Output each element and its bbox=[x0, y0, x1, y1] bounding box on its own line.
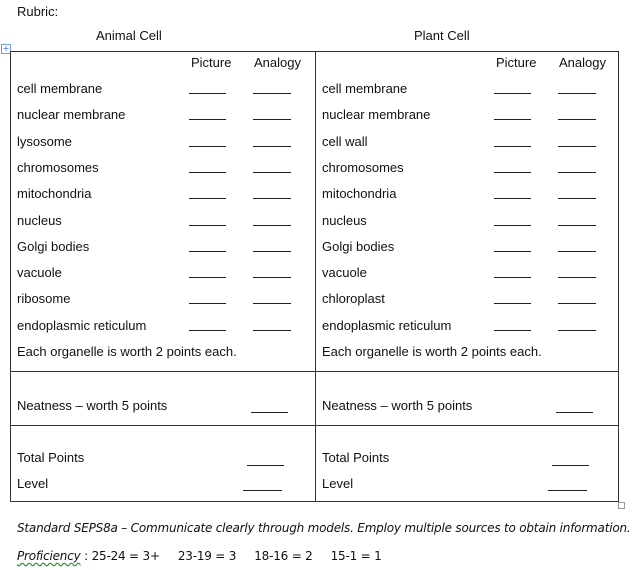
picture-blank[interactable] bbox=[494, 330, 531, 331]
picture-blank[interactable] bbox=[494, 225, 531, 226]
analogy-blank[interactable] bbox=[558, 119, 596, 120]
table-resize-handle-icon[interactable] bbox=[618, 502, 625, 509]
organelle-label: nucleus bbox=[17, 212, 62, 228]
plant-cell-panel bbox=[316, 52, 620, 501]
organelle-label: vacuole bbox=[17, 265, 62, 281]
proficiency-line bbox=[17, 549, 382, 563]
neatness-label: Neatness – worth 5 points bbox=[17, 398, 168, 413]
proficiency-level: 18-16 = 2 bbox=[254, 549, 313, 563]
proficiency-separator: : bbox=[80, 549, 92, 563]
picture-blank[interactable] bbox=[494, 172, 531, 173]
organelle-row bbox=[17, 107, 309, 127]
organelle-label: cell wall bbox=[322, 133, 368, 149]
rubric-heading: Rubric: bbox=[17, 4, 59, 19]
picture-blank[interactable] bbox=[494, 251, 531, 252]
proficiency-levels bbox=[92, 549, 382, 563]
organelle-row bbox=[322, 107, 614, 127]
organelle-row bbox=[322, 291, 614, 311]
organelle-row bbox=[322, 186, 614, 206]
organelle-row bbox=[322, 239, 614, 259]
analogy-blank[interactable] bbox=[558, 146, 596, 147]
level-blank[interactable] bbox=[243, 490, 282, 491]
organelle-row bbox=[322, 318, 614, 338]
picture-blank[interactable] bbox=[494, 119, 531, 120]
analogy-blank[interactable] bbox=[253, 277, 291, 278]
analogy-blank[interactable] bbox=[558, 172, 596, 173]
analogy-blank[interactable] bbox=[558, 225, 596, 226]
organelle-row bbox=[17, 81, 309, 101]
organelle-row bbox=[322, 160, 614, 180]
picture-blank[interactable] bbox=[189, 172, 226, 173]
picture-blank[interactable] bbox=[189, 330, 226, 331]
analogy-blank[interactable] bbox=[253, 225, 291, 226]
picture-blank[interactable] bbox=[494, 277, 531, 278]
total-points-label: Total Points bbox=[322, 450, 390, 465]
animal-cell-panel bbox=[11, 52, 315, 501]
table-move-handle-icon[interactable]: + bbox=[2, 44, 10, 53]
neatness-blank[interactable] bbox=[251, 412, 288, 413]
plant-cell-title: Plant Cell bbox=[414, 28, 470, 43]
analogy-blank[interactable] bbox=[253, 93, 291, 94]
organelle-label: cell membrane bbox=[322, 81, 408, 96]
proficiency-level: 25-24 = 3+ bbox=[91, 549, 160, 563]
level-blank[interactable] bbox=[548, 490, 587, 491]
analogy-column-header: Analogy bbox=[559, 55, 606, 70]
organelle-label: Golgi bodies bbox=[17, 238, 90, 254]
organelle-label: mitochondria bbox=[322, 186, 397, 202]
organelle-label: nucleus bbox=[322, 212, 367, 228]
animal-cell-title: Animal Cell bbox=[96, 28, 162, 43]
analogy-blank[interactable] bbox=[253, 251, 291, 252]
total-points-label: Total Points bbox=[17, 450, 85, 465]
total-points-blank[interactable] bbox=[247, 465, 284, 466]
analogy-blank[interactable] bbox=[558, 93, 596, 94]
organelle-row bbox=[17, 291, 309, 311]
organelle-label: chromosomes bbox=[322, 159, 404, 175]
points-note: Each organelle is worth 2 points each. bbox=[322, 344, 542, 359]
analogy-blank[interactable] bbox=[253, 330, 291, 331]
organelle-label: ribosome bbox=[17, 291, 71, 307]
analogy-blank[interactable] bbox=[558, 198, 596, 199]
total-points-blank[interactable] bbox=[552, 465, 589, 466]
proficiency-label: Proficiency bbox=[17, 549, 81, 563]
organelle-row bbox=[17, 239, 309, 259]
neatness-label: Neatness – worth 5 points bbox=[322, 398, 473, 413]
picture-blank[interactable] bbox=[494, 303, 531, 304]
analogy-blank[interactable] bbox=[253, 198, 291, 199]
organelle-label: Golgi bodies bbox=[322, 238, 395, 254]
neatness-blank[interactable] bbox=[556, 412, 593, 413]
picture-blank[interactable] bbox=[189, 119, 226, 120]
picture-column-header: Picture bbox=[496, 55, 537, 70]
organelle-label: chloroplast bbox=[322, 291, 385, 307]
picture-blank[interactable] bbox=[494, 93, 531, 94]
analogy-blank[interactable] bbox=[558, 303, 596, 304]
analogy-blank[interactable] bbox=[253, 119, 291, 120]
standard-statement: Standard SEPS8a – Communicate clearly through models. Employ multiple sources to obtain information. bbox=[17, 521, 631, 535]
level-label: Level bbox=[322, 476, 354, 491]
organelle-row bbox=[17, 160, 309, 180]
organelle-row bbox=[17, 134, 309, 154]
picture-blank[interactable] bbox=[189, 225, 226, 226]
organelle-label: mitochondria bbox=[17, 186, 92, 202]
organelle-row bbox=[322, 265, 614, 285]
analogy-blank[interactable] bbox=[558, 330, 596, 331]
analogy-blank[interactable] bbox=[253, 172, 291, 173]
analogy-blank[interactable] bbox=[558, 251, 596, 252]
rubric-table bbox=[10, 51, 619, 502]
picture-blank[interactable] bbox=[189, 251, 226, 252]
proficiency-level: 15-1 = 1 bbox=[330, 549, 382, 563]
organelle-row bbox=[322, 213, 614, 233]
organelle-label: endoplasmic reticulum bbox=[322, 317, 452, 333]
picture-blank[interactable] bbox=[189, 146, 226, 147]
picture-blank[interactable] bbox=[494, 198, 531, 199]
organelle-row bbox=[17, 186, 309, 206]
organelle-label: cell membrane bbox=[17, 81, 103, 96]
organelle-row bbox=[17, 318, 309, 338]
organelle-row bbox=[17, 265, 309, 285]
organelle-label: lysosome bbox=[17, 133, 72, 149]
picture-blank[interactable] bbox=[189, 93, 226, 94]
picture-blank[interactable] bbox=[189, 277, 226, 278]
organelle-label: nuclear membrane bbox=[322, 107, 431, 123]
organelle-label: chromosomes bbox=[17, 159, 99, 175]
analogy-column-header: Analogy bbox=[254, 55, 301, 70]
level-label: Level bbox=[17, 476, 49, 491]
analogy-blank[interactable] bbox=[558, 277, 596, 278]
organelle-row bbox=[322, 81, 614, 101]
organelle-label: vacuole bbox=[322, 265, 367, 281]
picture-blank[interactable] bbox=[494, 146, 531, 147]
analogy-blank[interactable] bbox=[253, 303, 291, 304]
organelle-label: endoplasmic reticulum bbox=[17, 317, 147, 333]
picture-column-header: Picture bbox=[191, 55, 232, 70]
points-note: Each organelle is worth 2 points each. bbox=[17, 344, 237, 359]
organelle-row bbox=[17, 213, 309, 233]
organelle-label: nuclear membrane bbox=[17, 107, 126, 123]
picture-blank[interactable] bbox=[189, 303, 226, 304]
proficiency-level: 23-19 = 3 bbox=[177, 549, 237, 563]
analogy-blank[interactable] bbox=[253, 146, 291, 147]
picture-blank[interactable] bbox=[189, 198, 226, 199]
organelle-row bbox=[322, 134, 614, 154]
